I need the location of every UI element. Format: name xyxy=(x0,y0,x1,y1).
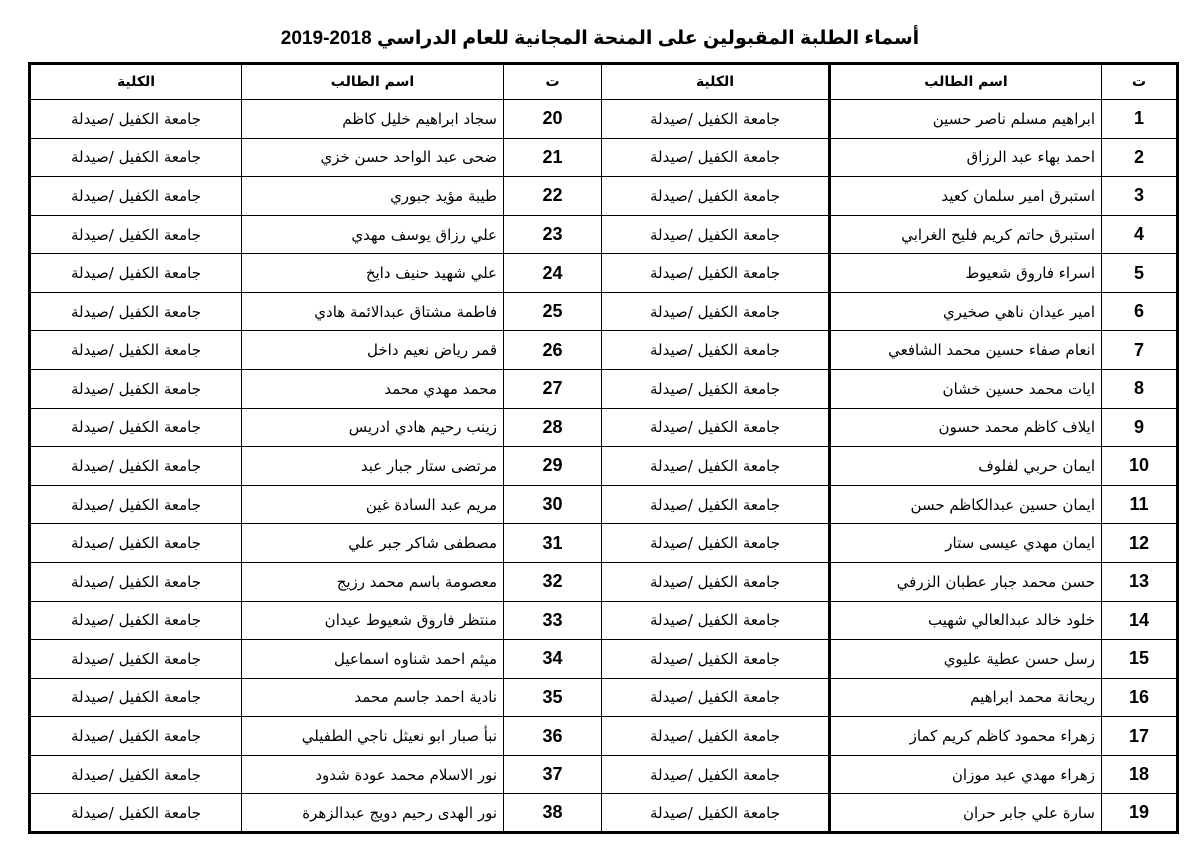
student-college-right: جامعة الكفيل /صيدلة xyxy=(602,524,830,563)
table-row xyxy=(30,138,1178,177)
student-college-right: جامعة الكفيل /صيدلة xyxy=(602,562,830,601)
student-number-right: 1 xyxy=(1102,100,1178,139)
student-name-left: طيبة مؤيد جبوري xyxy=(242,177,504,216)
student-college-right: جامعة الكفيل /صيدلة xyxy=(602,485,830,524)
table-row xyxy=(30,331,1178,370)
student-name-right: امير عيدان ناهي صخيري xyxy=(830,292,1102,331)
students-table xyxy=(28,62,1179,834)
student-number-right: 4 xyxy=(1102,215,1178,254)
student-college-left: جامعة الكفيل /صيدلة xyxy=(30,678,242,717)
student-number-right: 10 xyxy=(1102,447,1178,486)
table-row xyxy=(30,177,1178,216)
student-number-right: 13 xyxy=(1102,562,1178,601)
student-name-right: انعام صفاء حسين محمد الشافعي xyxy=(830,331,1102,370)
student-name-left: ميثم احمد شناوه اسماعيل xyxy=(242,640,504,679)
student-number-left: 23 xyxy=(504,215,602,254)
student-college-right: جامعة الكفيل /صيدلة xyxy=(602,138,830,177)
table-row xyxy=(30,640,1178,679)
student-college-right: جامعة الكفيل /صيدلة xyxy=(602,408,830,447)
student-number-left: 25 xyxy=(504,292,602,331)
header-num-left: ت xyxy=(504,64,602,100)
student-name-left: مريم عبد السادة غين xyxy=(242,485,504,524)
student-number-right: 19 xyxy=(1102,794,1178,833)
student-college-right: جامعة الكفيل /صيدلة xyxy=(602,292,830,331)
student-number-right: 6 xyxy=(1102,292,1178,331)
student-name-right: ريحانة محمد ابراهيم xyxy=(830,678,1102,717)
student-name-right: استبرق حاتم كريم فليح الغرابي xyxy=(830,215,1102,254)
student-name-right: سارة علي جابر حران xyxy=(830,794,1102,833)
student-number-right: 7 xyxy=(1102,331,1178,370)
table-row xyxy=(30,562,1178,601)
student-number-left: 37 xyxy=(504,755,602,794)
student-college-right: جامعة الكفيل /صيدلة xyxy=(602,331,830,370)
student-name-right: ايمان حربي لفلوف xyxy=(830,447,1102,486)
student-college-left: جامعة الكفيل /صيدلة xyxy=(30,177,242,216)
student-number-right: 16 xyxy=(1102,678,1178,717)
table-row xyxy=(30,485,1178,524)
header-student-name-right: اسم الطالب xyxy=(830,64,1102,100)
student-college-right: جامعة الكفيل /صيدلة xyxy=(602,601,830,640)
student-name-left: علي شهيد حنيف دايخ xyxy=(242,254,504,293)
student-name-left: قمر رياض نعيم داخل xyxy=(242,331,504,370)
student-name-left: معصومة باسم محمد رزيج xyxy=(242,562,504,601)
student-number-right: 5 xyxy=(1102,254,1178,293)
student-college-right: جامعة الكفيل /صيدلة xyxy=(602,177,830,216)
student-name-right: ايمان مهدي عيسى ستار xyxy=(830,524,1102,563)
student-name-left: مصطفى شاكر جبر علي xyxy=(242,524,504,563)
student-number-right: 17 xyxy=(1102,717,1178,756)
student-number-right: 11 xyxy=(1102,485,1178,524)
student-college-left: جامعة الكفيل /صيدلة xyxy=(30,447,242,486)
student-number-right: 2 xyxy=(1102,138,1178,177)
student-college-left: جامعة الكفيل /صيدلة xyxy=(30,640,242,679)
student-name-right: احمد بهاء عبد الرزاق xyxy=(830,138,1102,177)
table-row xyxy=(30,100,1178,139)
student-name-left: ضحى عبد الواحد حسن خزي xyxy=(242,138,504,177)
student-college-left: جامعة الكفيل /صيدلة xyxy=(30,254,242,293)
table-row xyxy=(30,447,1178,486)
student-name-left: نبأ صبار ابو نعيثل ناجي الطفيلي xyxy=(242,717,504,756)
student-name-right: خلود خالد عبدالعالي شهيب xyxy=(830,601,1102,640)
student-number-left: 34 xyxy=(504,640,602,679)
student-college-left: جامعة الكفيل /صيدلة xyxy=(30,524,242,563)
table-row xyxy=(30,254,1178,293)
student-name-left: سجاد ابراهيم خليل كاظم xyxy=(242,100,504,139)
student-number-right: 15 xyxy=(1102,640,1178,679)
student-number-left: 32 xyxy=(504,562,602,601)
header-college-left: الكلية xyxy=(30,64,242,100)
student-number-left: 35 xyxy=(504,678,602,717)
student-number-right: 12 xyxy=(1102,524,1178,563)
student-college-right: جامعة الكفيل /صيدلة xyxy=(602,100,830,139)
table-row xyxy=(30,408,1178,447)
student-number-left: 30 xyxy=(504,485,602,524)
student-name-left: علي رزاق يوسف مهدي xyxy=(242,215,504,254)
student-name-left: محمد مهدي محمد xyxy=(242,370,504,409)
student-college-right: جامعة الكفيل /صيدلة xyxy=(602,640,830,679)
student-name-left: نور الاسلام محمد عودة شدود xyxy=(242,755,504,794)
student-number-left: 21 xyxy=(504,138,602,177)
student-name-right: رسل حسن عطية عليوي xyxy=(830,640,1102,679)
student-college-left: جامعة الكفيل /صيدلة xyxy=(30,485,242,524)
student-college-left: جامعة الكفيل /صيدلة xyxy=(30,331,242,370)
student-college-left: جامعة الكفيل /صيدلة xyxy=(30,408,242,447)
student-name-right: ايلاف كاظم محمد حسون xyxy=(830,408,1102,447)
student-name-left: نور الهدى رحيم دويج عبدالزهرة xyxy=(242,794,504,833)
student-number-left: 26 xyxy=(504,331,602,370)
student-number-right: 3 xyxy=(1102,177,1178,216)
student-college-right: جامعة الكفيل /صيدلة xyxy=(602,447,830,486)
student-number-left: 27 xyxy=(504,370,602,409)
student-name-right: زهراء مهدي عبد موزان xyxy=(830,755,1102,794)
student-name-right: حسن محمد جبار عطبان الزرفي xyxy=(830,562,1102,601)
student-college-left: جامعة الكفيل /صيدلة xyxy=(30,100,242,139)
student-college-left: جامعة الكفيل /صيدلة xyxy=(30,138,242,177)
student-college-right: جامعة الكفيل /صيدلة xyxy=(602,794,830,833)
student-number-left: 31 xyxy=(504,524,602,563)
student-college-right: جامعة الكفيل /صيدلة xyxy=(602,678,830,717)
student-number-right: 14 xyxy=(1102,601,1178,640)
student-name-left: زينب رحيم هادي ادريس xyxy=(242,408,504,447)
student-name-right: اسراء فاروق شعيوط xyxy=(830,254,1102,293)
student-college-left: جامعة الكفيل /صيدلة xyxy=(30,215,242,254)
student-number-right: 18 xyxy=(1102,755,1178,794)
student-name-right: زهراء محمود كاظم كريم كماز xyxy=(830,717,1102,756)
student-college-right: جامعة الكفيل /صيدلة xyxy=(602,370,830,409)
student-name-right: ايات محمد حسين خشان xyxy=(830,370,1102,409)
student-college-left: جامعة الكفيل /صيدلة xyxy=(30,370,242,409)
student-college-left: جامعة الكفيل /صيدلة xyxy=(30,755,242,794)
table-row xyxy=(30,292,1178,331)
header-num-right: ت xyxy=(1102,64,1178,100)
table-row xyxy=(30,215,1178,254)
table-body xyxy=(30,100,1178,833)
student-name-right: استبرق امير سلمان كعيد xyxy=(830,177,1102,216)
student-number-left: 33 xyxy=(504,601,602,640)
student-name-left: مرتضى ستار جبار عبد xyxy=(242,447,504,486)
student-number-right: 9 xyxy=(1102,408,1178,447)
student-college-left: جامعة الكفيل /صيدلة xyxy=(30,601,242,640)
student-number-right: 8 xyxy=(1102,370,1178,409)
table-row xyxy=(30,524,1178,563)
student-college-right: جامعة الكفيل /صيدلة xyxy=(602,717,830,756)
student-number-left: 28 xyxy=(504,408,602,447)
header-college-right: الكلية xyxy=(602,64,830,100)
table-row xyxy=(30,794,1178,833)
student-name-left: فاطمة مشتاق عبدالائمة هادي xyxy=(242,292,504,331)
header-student-name-left: اسم الطالب xyxy=(242,64,504,100)
student-number-left: 22 xyxy=(504,177,602,216)
student-name-left: منتظر فاروق شعيوط عيدان xyxy=(242,601,504,640)
student-college-right: جامعة الكفيل /صيدلة xyxy=(602,254,830,293)
student-college-left: جامعة الكفيل /صيدلة xyxy=(30,562,242,601)
table-header-row xyxy=(30,64,1178,100)
student-college-right: جامعة الكفيل /صيدلة xyxy=(602,215,830,254)
student-number-left: 20 xyxy=(504,100,602,139)
student-name-right: ابراهيم مسلم ناصر حسين xyxy=(830,100,1102,139)
student-college-left: جامعة الكفيل /صيدلة xyxy=(30,292,242,331)
page-title: أسماء الطلبة المقبولين على المنحة المجانية للعام الدراسي 2018-2019 xyxy=(280,28,920,49)
student-college-right: جامعة الكفيل /صيدلة xyxy=(602,755,830,794)
student-name-right: ايمان حسين عبدالكاظم حسن xyxy=(830,485,1102,524)
student-name-left: نادية احمد جاسم محمد xyxy=(242,678,504,717)
student-number-left: 29 xyxy=(504,447,602,486)
table-row xyxy=(30,678,1178,717)
student-number-left: 36 xyxy=(504,717,602,756)
table-row xyxy=(30,755,1178,794)
student-number-left: 38 xyxy=(504,794,602,833)
student-number-left: 24 xyxy=(504,254,602,293)
student-college-left: جامعة الكفيل /صيدلة xyxy=(30,717,242,756)
table-row xyxy=(30,370,1178,409)
student-college-left: جامعة الكفيل /صيدلة xyxy=(30,794,242,833)
table-row xyxy=(30,717,1178,756)
table-row xyxy=(30,601,1178,640)
